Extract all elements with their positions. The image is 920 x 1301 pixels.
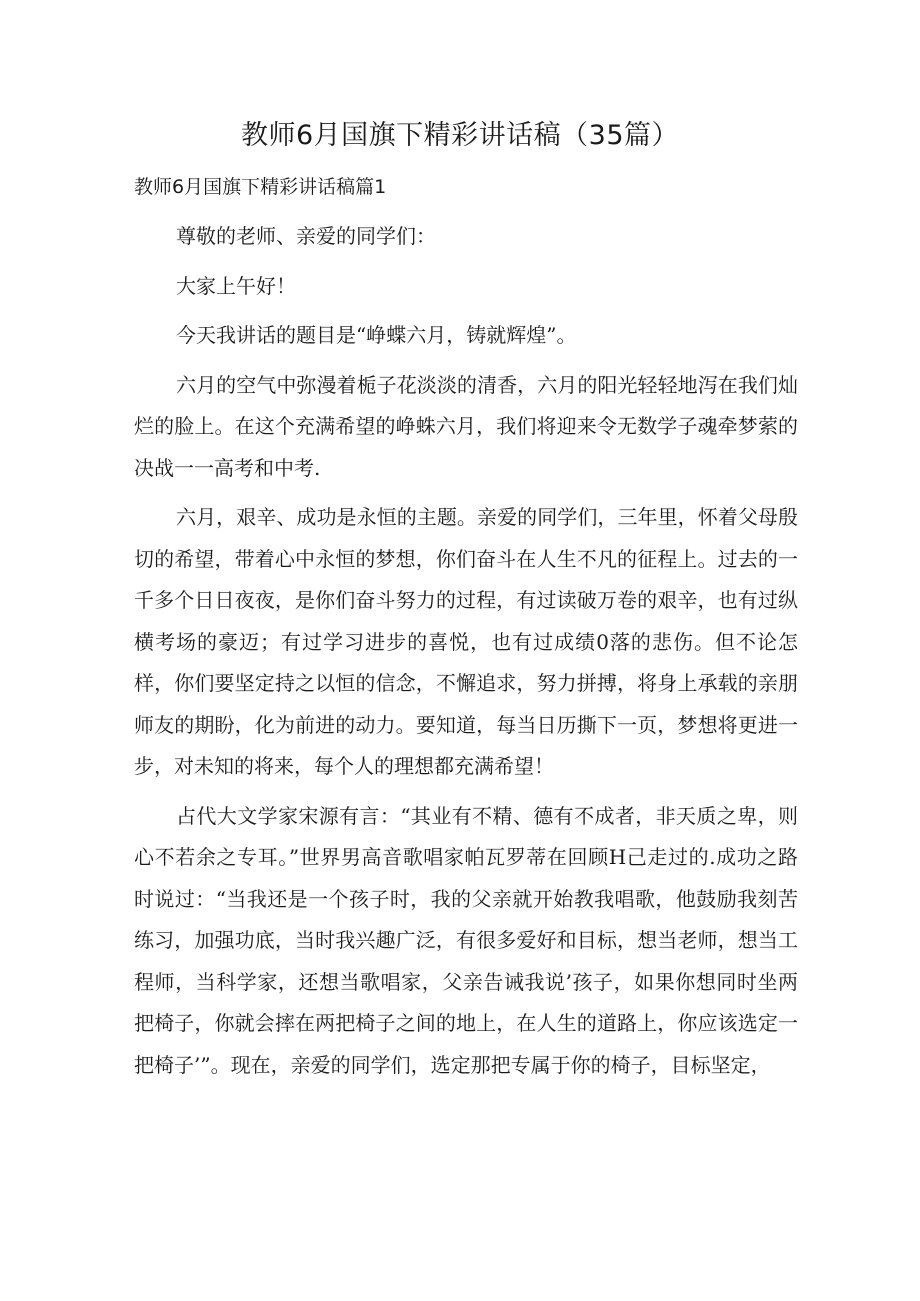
paragraph-june-hardship: 六月，艰辛、成功是永恒的主题。亲爱的同学们，三年里，怀着父母殷切的希望，带着心中永恒的梦想，你们奋斗在人生不凡的征程上。过去的一千多个日日夜夜，是你们奋斗努力的过程，有过读破万卷的艰辛，也有过纵横考场的豪迈；有过学习进步的喜悦，也有过成绩0落的悲伤。但不论怎样，你们要坚定持之以恒的信念，不懈追求，努力拼搏，将身上承载的亲朋师友的期盼，化为前进的动力。要知道，每当日历撕下一页，梦想将更进一步，对未知的将来，每个人的理想都充满希望！ — [134, 505, 798, 778]
paragraph-topic: 今天我讲话的题目是“峥蝶六月，铸就辉煌”。 — [176, 323, 577, 347]
paragraph-hello: 大家上午好！ — [176, 273, 296, 298]
document-title: 教师6月国旗下精彩讲话稿（35篇） — [240, 120, 680, 151]
paragraph-greeting: 尊敬的老师、亲爱的同学们： — [176, 224, 436, 248]
document-body — [134, 216, 798, 1094]
paragraph-quote: 占代大文学家宋源有言：“其业有不精、德有不成者，非天质之卑，则心不若余之专耳。”世界男高音歌唱家帕瓦罗蒂在回顾H己走过的.成功之路时说过：“当我还是一个孩子时，我的父亲就开始教我唱歌，他鼓励我刻苦练习，加强功底，当时我兴趣广泛，有很多爱好和目标，想当老师，想当工程师，当科学家，还想当歌唱家，父亲告诫我说’孩子，如果你想同时坐两把椅子，你就会摔在两把椅子之间的地上，在人生的道路上，你应该选定一把椅子’”。现在，亲爱的同学们，选定那把专属于你的椅子，目标坚定， — [134, 803, 798, 1077]
paragraph-june-air: 六月的空气中弥漫着栀子花淡淡的清香，六月的阳光轻轻地泻在我们灿烂的脸上。在这个充满希望的峥蛛六月，我们将迎来令无数学子魂牵梦萦的决战一一高考和中考. — [134, 372, 798, 480]
section-heading: 教师6月国旗下精彩讲话稿篇1 — [134, 176, 387, 198]
